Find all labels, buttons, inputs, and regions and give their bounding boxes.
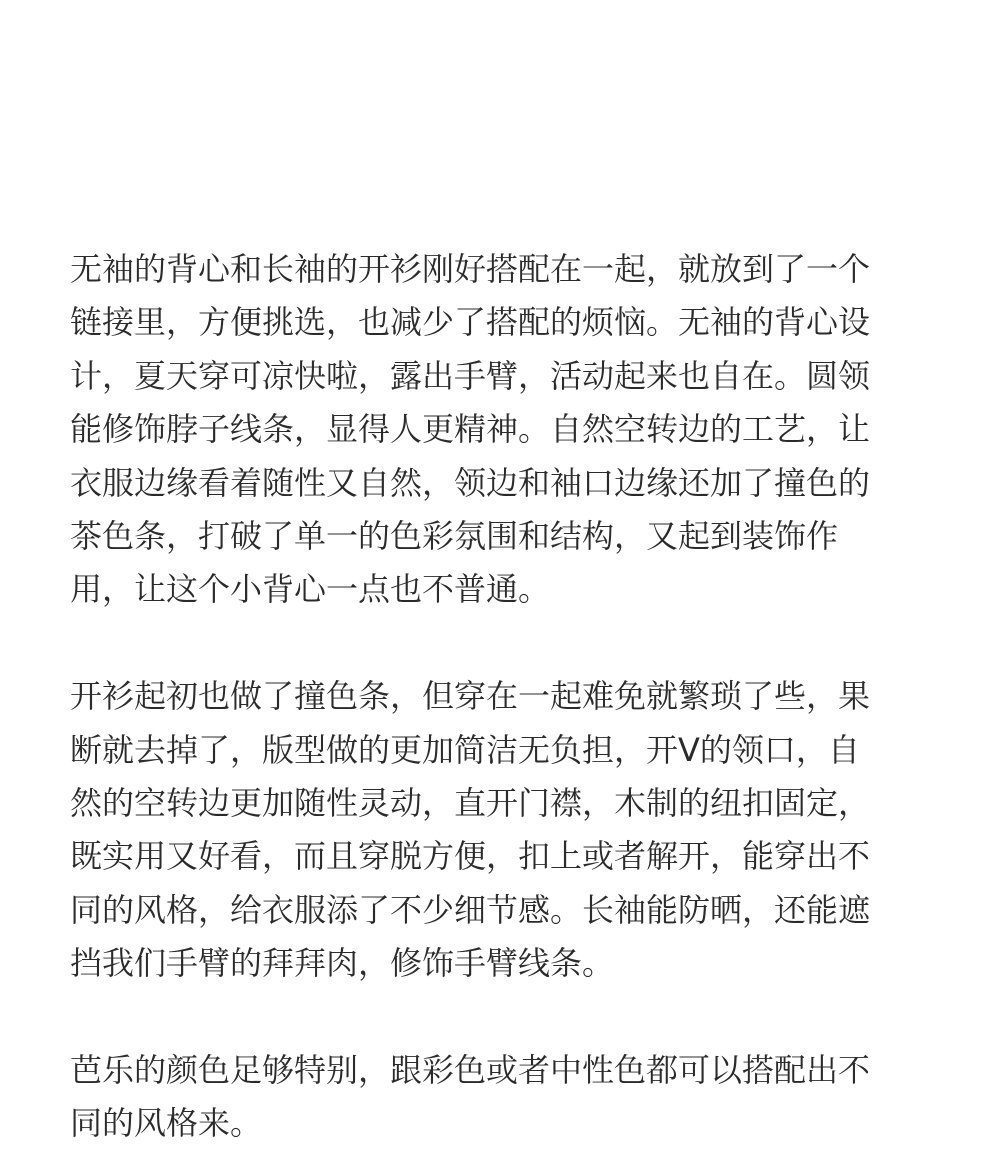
text-line: 断就去掉了，版型做的更加简洁无负担，开V的领口，自 [70, 730, 860, 769]
text-line: 既实用又好看，而且穿脱方便，扣上或者解开，能穿出不 [70, 837, 871, 876]
paragraph-vest [70, 243, 922, 617]
text-line: 计，夏天穿可凉快啦，露出手臂，活动起来也自在。圆领 [70, 356, 871, 395]
text-line: 同的风格来。 [70, 1104, 263, 1143]
text-line: 开衫起初也做了撞色条，但穿在一起难免就繁琐了些，果 [70, 677, 871, 716]
text-line: 链接里，方便挑选，也减少了搭配的烦恼。无袖的背心设 [70, 303, 871, 342]
text-line: 挡我们手臂的拜拜肉，修饰手臂线条。 [70, 944, 615, 983]
text-line: 用，让这个小背心一点也不普通。 [70, 570, 551, 609]
text-line: 茶色条，打破了单一的色彩氛围和结构，又起到装饰作 [70, 516, 839, 555]
text-line: 能修饰脖子线条，显得人更精神。自然空转边的工艺，让 [70, 410, 871, 449]
text-line: 芭乐的颜色足够特别，跟彩色或者中性色都可以搭配出不 [70, 1050, 871, 1089]
text-line: 衣服边缘看着随性又自然，领边和袖口边缘还加了撞色的 [70, 463, 871, 502]
paragraph-gap [70, 617, 922, 670]
text-line: 无袖的背心和长袖的开衫刚好搭配在一起，就放到了一个 [70, 250, 871, 288]
paragraph-cardigan [70, 670, 922, 990]
paragraph-color [70, 1044, 922, 1151]
text-line: 同的风格，给衣服添了不少细节感。长袖能防晒，还能遮 [70, 890, 871, 929]
article-body [70, 243, 922, 1151]
paragraph-gap [70, 990, 922, 1043]
text-line: 然的空转边更加随性灵动，直开门襟，木制的纽扣固定， [70, 783, 871, 822]
